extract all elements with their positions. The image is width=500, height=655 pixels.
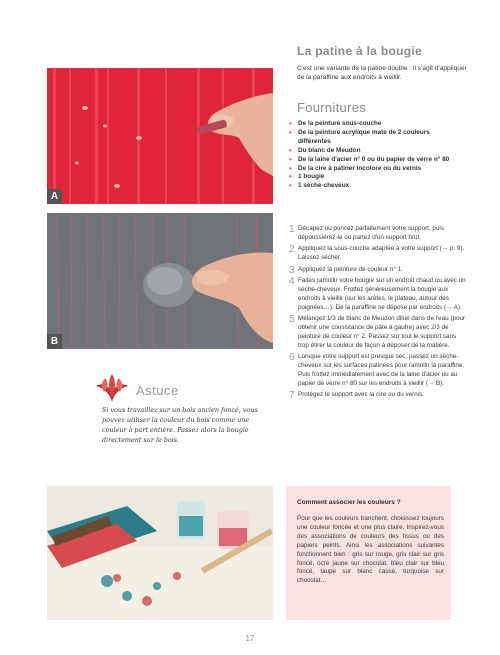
bullet-icon: • [289, 119, 292, 128]
bullet-icon: • [289, 172, 292, 182]
step-item: 1 Décapez ou poncez parfaitement votre support, puis dépoussiérez-le ou partez d'un support brut. [289, 224, 444, 241]
astuce-title: Astuce [136, 383, 179, 398]
step-item: 2 Appliquez la sous-couche adaptée à votre support (→ p. 9). Laissez sécher. [289, 244, 465, 262]
supplies-title: Fournitures [297, 100, 367, 115]
supply-item: • De la peinture acrylique mate de 2 couleurs différentes [289, 127, 430, 145]
supply-item: • De la cire à patiner incolore ou du vernis [289, 163, 422, 173]
step-item: 5 Mélangez 1/3 de blanc de Meudon dilué dans de l'eau (pour obtenir une consistance de pâte à gaufre) avec 2/3 de peinture de couleur n° 2. Passez sur tout le support sans trop étirer la couleur de façon à déposer de la matière. [289, 314, 466, 349]
supply-item: • De la peinture sous-couche [289, 119, 382, 128]
supply-item: • 1 bougie [289, 172, 325, 182]
tip-text: Pour que les couleurs tranchent, choisissez toujours une couleur foncée et une plus claire. Inspirez-vous des associations de couleurs des tissus ou des papiers peints. Ainsi les associations suivantes fonctionnent bien : gris sur rouge, gris clair sur gris foncé, ocre jaune sur chocolat, bleu clair sur bleu foncé, taupe sur blanc cassé, turquoise sur chocolat… [297, 515, 444, 585]
photo-b-label: B [47, 334, 62, 349]
supplies-photo-image [47, 486, 273, 620]
patine-title: La patine à la bougie [297, 44, 422, 58]
bullet-icon: • [289, 154, 292, 164]
bullet-icon: • [289, 127, 292, 137]
supply-item: • De la laine d'acier n° 0 ou du papier de verre n° 80 [289, 154, 450, 164]
astuce-text: Si vous travaillez sur un bois ancien foncé, vous pouvez utiliser la couleur du bois comme une couleur à part entière. Passez alors la bougie directement sur le bois. [102, 406, 258, 444]
step-item: 4 Faites ramollir votre bougie sur un endroit chaud ou avec un sèche-cheveux. Frottez généreusement la bougie aux endroits à vieillir (sur les arêtes, le plateau, autour des poignées…). De la paraffine se dépose par endroits (→ A). [289, 276, 466, 311]
bullet-icon: • [289, 145, 292, 155]
supply-item: • 1 sèche-cheveux [289, 181, 350, 191]
bullet-icon: • [289, 163, 292, 173]
supply-item: • Du blanc de Meudon [289, 145, 361, 155]
photo-b-image [47, 213, 273, 349]
photo-a-candle-rubbing [47, 68, 273, 204]
step-item: 6 Lorsque votre support est presque sec, passez un sèche-cheveux sur les surfaces patinées pour ramollir la paraffine. Puis frottez immédiatement avec de la laine d'acier ou au papier de verre n° 80 sur les endroits à vieillir (→ B). [289, 352, 465, 387]
step-item: 7 Protégez le support avec la cire ou du vernis. [289, 390, 425, 402]
steps-list [289, 225, 467, 403]
bullet-icon: • [289, 181, 292, 191]
intro-text: C'est une variante de la patine double : il s'agit d'appliquer de la paraffine aux endroits à vieillir. [297, 65, 467, 81]
flower-ornament-icon [92, 372, 132, 404]
photo-a-image [47, 68, 273, 204]
photo-b-steel-wool [47, 213, 273, 349]
tip-title: Comment associer les couleurs ? [297, 499, 401, 506]
step-item: 3 Appliquez la peinture de couleur n° 1. [289, 264, 403, 276]
photo-painting-supplies [47, 486, 273, 620]
supplies-list [289, 120, 464, 191]
page-number: 17 [245, 634, 255, 643]
photo-a-label: A [47, 189, 62, 204]
